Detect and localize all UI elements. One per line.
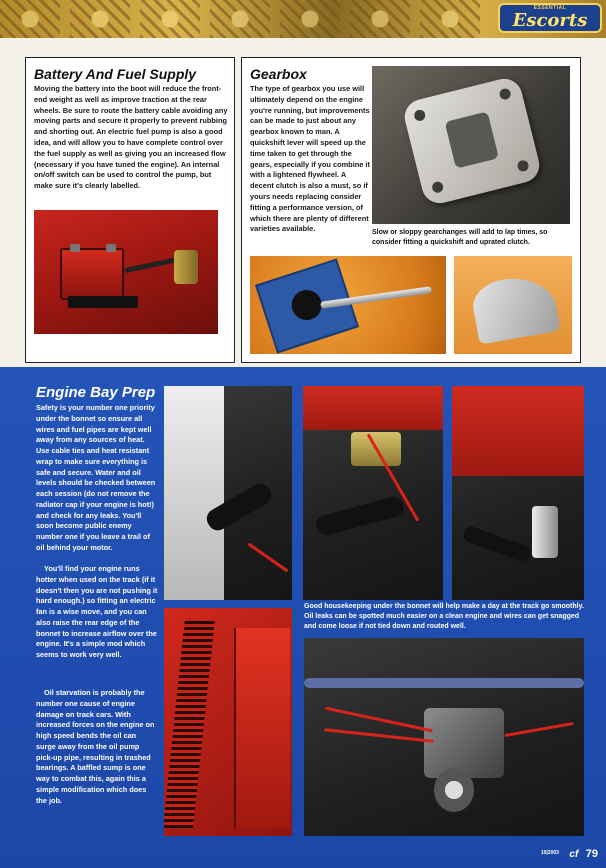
logo-small-text: ESSENTIAL (533, 5, 567, 11)
fuel-pipe (314, 495, 406, 538)
ht-lead (504, 722, 573, 737)
issue-date: 10|2003 (540, 849, 559, 856)
radiator-hose-photo (164, 386, 292, 600)
gearbox-body: The type of gearbox you use will ultimately depend on the engine you're running, but improvements can be made to just about any gearbox known to man. A quickshift lever will speed up the time taken to get through the gears, especially if you combine it with a lightened flywheel. A decent clutch is also a must, so if yours needs replacing consider fitting a performance version, of which there are plenty of different varieties available. (250, 84, 370, 234)
gearbox-caption: Slow or sloppy gearchanges will add to lap times, so consider fitting a quickshift and uprated clutch. (372, 229, 548, 246)
banner-ornament (280, 0, 340, 38)
magazine-logo (498, 3, 602, 33)
fuel-pump (174, 250, 198, 284)
banner-ornament (140, 0, 200, 38)
banner-ornament (350, 0, 410, 38)
bulkhead-red (303, 386, 443, 430)
coolant-hose (461, 525, 532, 564)
engine-overview-photo (304, 638, 584, 836)
bonnet-photo (164, 608, 292, 836)
inner-wing-white (164, 386, 224, 600)
logo-title: Escorts (512, 10, 588, 31)
ht-lead (324, 728, 434, 742)
ht-lead (325, 707, 433, 733)
gearbox-panel (241, 57, 581, 363)
bonnet-vents (164, 618, 215, 828)
bellhousing-shield (469, 271, 560, 344)
battery-graphic (60, 248, 124, 300)
banner-ornament (420, 0, 480, 38)
bellhousing-photo (454, 256, 572, 354)
pulley (434, 768, 474, 812)
banner-ornament (70, 0, 130, 38)
magazine-mark: cf (569, 849, 579, 860)
quickshift-lever-photo (250, 256, 446, 354)
battery-photo (34, 210, 218, 334)
engine-body-2: You'll find your engine runs hotter when used on the track (if it doesn't then you are not pushing it hard enough.) so fitting an electric fan is a wise move, and you can also raise the rear edge of the bonnet to increase airflow over the engine. It's a simple mod which seems to work very well. (36, 564, 158, 659)
cam-cover (424, 708, 504, 778)
banner-ornament (210, 0, 270, 38)
header-banner (0, 0, 606, 38)
battery-title: Battery And Fuel Supply (34, 66, 197, 82)
blue-base-plate (255, 258, 359, 353)
inner-wing-red (452, 386, 584, 476)
banner-ornament (0, 0, 60, 38)
strut-brace (304, 678, 584, 688)
engine-title: Engine Bay Prep (36, 384, 156, 401)
gearbox-title: Gearbox (250, 66, 307, 82)
fuel-lines-photo (303, 386, 443, 600)
fuel-filter (532, 506, 558, 558)
fuel-filter-photo (452, 386, 584, 600)
engine-body-3: Oil starvation is probably the number one cause of engine damage on track cars. With increased forces on the engine on high speed bends the oil can surge away from the oil pump pick-up pipe, resulting in trashed bearings. A baffled sump is one way to combat this, again this a simple modification which does the job. (36, 688, 155, 805)
red-lead (247, 543, 288, 573)
bonnet-edge (234, 628, 290, 828)
plate-centre (445, 111, 499, 168)
quickshift-plate (401, 75, 543, 207)
page-footer (541, 844, 598, 862)
battery-tray (68, 296, 138, 308)
battery-body: Moving the battery into the boot will reduce the front-end weight as well as improve traction at the rear wheels. Be sure to route the battery cable avoiding any moving parts and secure it properly to prevent rubbing and shorting out. An electric fuel pump is also a good idea, and will allow you to have complete control over the fuel supply as well as giving you an increased flow (necessary if you have tuned the engine). An internal on/off switch can be used to control the pump, but make sure it's clearly labelled. (34, 84, 228, 191)
battery-panel (25, 57, 235, 363)
page-number: 79 (585, 848, 598, 860)
engine-caption: Good housekeeping under the bonnet will help make a day at the track go smoothly. Oil leaks can be spotted much easier on a clean engine and wires can get snagged and come loose if not tied down and routed well. (304, 603, 584, 630)
quickshift-plate-photo (372, 66, 570, 224)
engine-body-1: Safety is your number one priority under the bonnet so ensure all wires and fuel pipes are kept well away from any sources of heat. Use cable ties and heat resistant wrap to make sure everything is safe and secure. Water and oil levels should be checked between each session (do not remove the radiator cap if your engine is hot!) and check for any leaks. You'll soon become public enemy number one if you leave a trail of oil behind your motor. (36, 403, 156, 552)
